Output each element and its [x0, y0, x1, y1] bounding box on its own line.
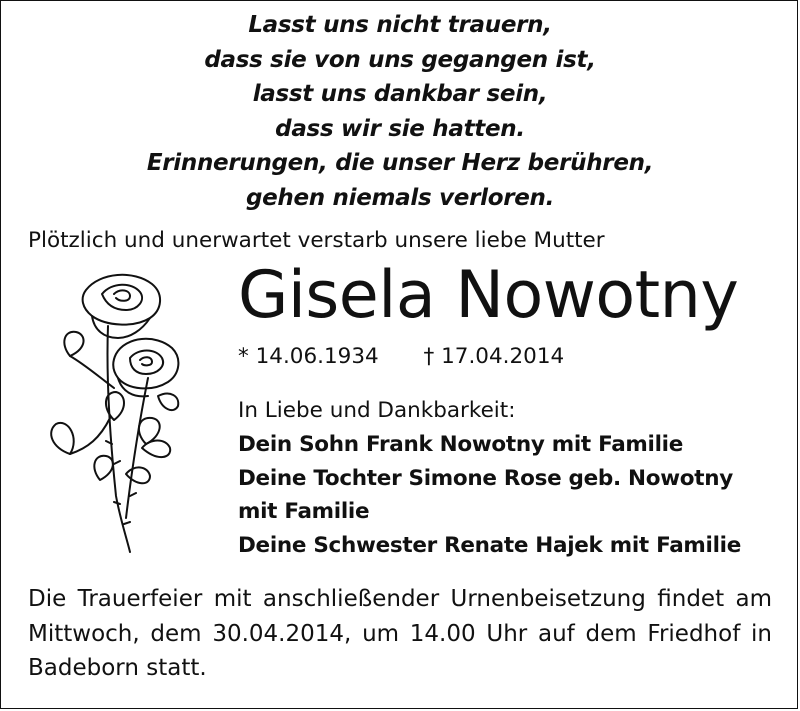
poem-line: dass wir sie hatten.: [275, 115, 525, 142]
death-date: † 17.04.2014: [423, 344, 565, 369]
ceremony-info: Die Trauerfeier mit anschließender Urnenbeisetzung findet am Mittwoch, dem 30.04.2014, um 14.00 Uhr auf dem Friedhof in Badeborn statt.: [28, 586, 772, 681]
deceased-name: Gisela Nowotny: [238, 258, 739, 333]
poem-line: dass sie von uns gegangen ist,: [204, 46, 596, 73]
poem: [0, 8, 800, 215]
poem-line: Lasst uns nicht trauern,: [248, 12, 552, 38]
poem-line: lasst uns dankbar sein,: [252, 81, 548, 107]
mourner-line: Deine Tochter Simone Rose geb. Nowotny: [238, 465, 733, 491]
mourner-line: mit Familie: [238, 499, 370, 524]
life-dates: [238, 340, 564, 374]
rose-icon: [30, 268, 200, 558]
poem-line: Erinnerungen, die unser Herz berühren,: [146, 150, 654, 176]
mourners-list: [238, 428, 741, 562]
intro-text: Plötzlich und unerwartet verstarb unsere liebe Mutter: [28, 228, 605, 253]
poem-line: gehen niemals verloren.: [245, 184, 555, 211]
mourner-line: Dein Sohn Frank Nowotny mit Familie: [238, 432, 684, 457]
birth-date: * 14.06.1934: [238, 344, 379, 369]
thanks-heading: In Liebe und Dankbarkeit:: [238, 398, 516, 423]
mourner-line: Deine Schwester Renate Hajek mit Familie: [238, 532, 741, 558]
